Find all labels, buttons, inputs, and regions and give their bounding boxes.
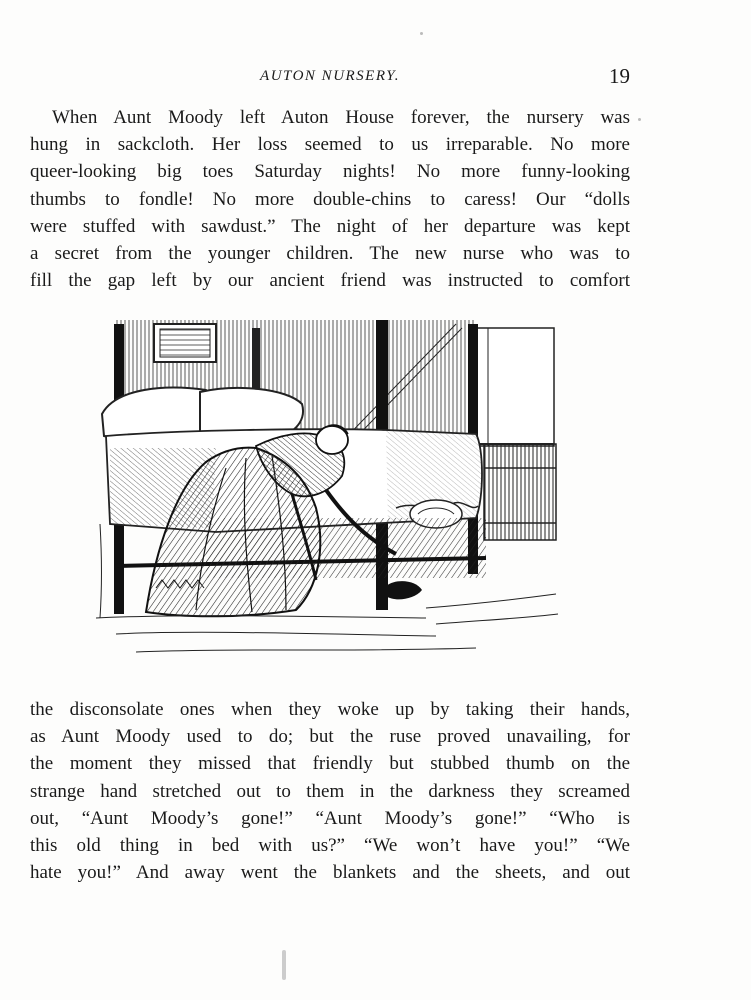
paragraph-top bbox=[30, 104, 630, 294]
text-line: were stuffed with sawdust.” The night of her departure was kept bbox=[30, 215, 630, 237]
text-line: queer-looking big toes Saturday nights! No more funny-looking bbox=[30, 161, 630, 183]
text-line: strange hand stretched out to them in the darkness they screamed bbox=[30, 780, 630, 802]
running-title: AUTON NURSERY. bbox=[260, 68, 400, 84]
text-line: a secret from the younger children. The new nurse who was to bbox=[30, 243, 630, 265]
running-head bbox=[30, 64, 630, 90]
text-line: the disconsolate ones when they woke up by taking their hands, bbox=[30, 699, 630, 720]
page-number: 19 bbox=[609, 64, 630, 88]
text-line: fill the gap left by our ancient friend was instructed to comfort bbox=[30, 270, 630, 292]
scan-speck bbox=[420, 32, 423, 35]
scan-speck bbox=[638, 118, 641, 121]
text-line: thumbs to fondle! No more double-chins to caress! Our “dolls bbox=[30, 188, 630, 210]
text-line: When Aunt Moody left Auton House forever, the nursery was bbox=[52, 107, 630, 128]
text-line: hate you!” And away went the blankets and the sheets, and out bbox=[30, 862, 630, 884]
text-line: out, “Aunt Moody’s gone!” “Aunt Moody’s gone!” “Who is bbox=[30, 807, 630, 829]
scan-speck bbox=[282, 950, 286, 980]
text-line: this old thing in bed with us?” “We won’t have you!” “We bbox=[30, 835, 630, 857]
engraving-illustration bbox=[96, 318, 562, 666]
text-line: the moment they missed that friendly but stubbed thumb on the bbox=[30, 753, 630, 775]
text-line: as Aunt Moody used to do; but the ruse proved unavailing, for bbox=[30, 726, 630, 748]
text-line: hung in sackcloth. Her loss seemed to us irreparable. No more bbox=[30, 134, 630, 156]
bedroom-engraving bbox=[96, 318, 562, 666]
paragraph-bottom bbox=[30, 696, 630, 886]
